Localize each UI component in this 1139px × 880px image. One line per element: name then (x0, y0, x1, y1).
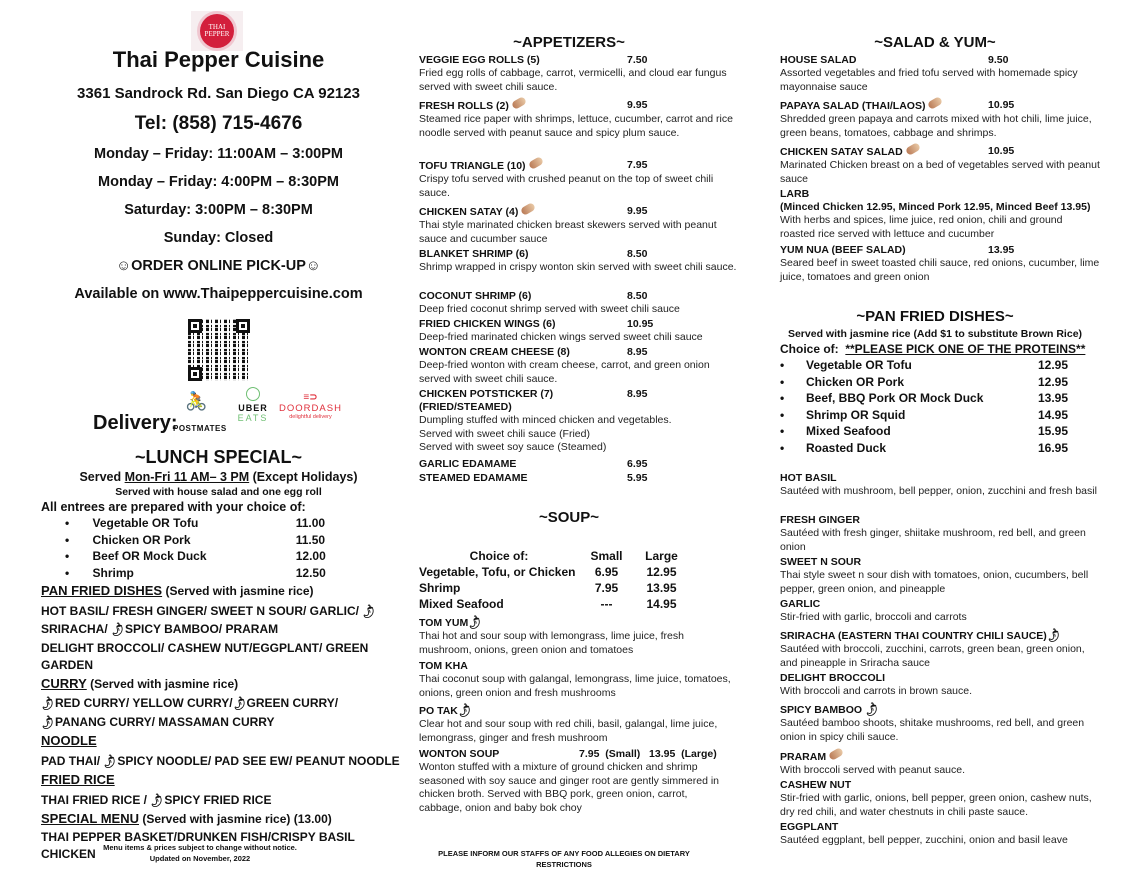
pan-fried-options: HOT BASIL/ FRESH GINGER/ SWEET N SOUR/ GARLIC/ (41, 603, 363, 618)
pan-fried-protein-list (780, 358, 1080, 457)
item-desc: Shrimp wrapped in crispy wonton skin served with sweet chili sauce. (419, 261, 737, 273)
protein-name: Chicken OR Pork (806, 374, 905, 389)
doordash-label: DOORDASH (279, 403, 342, 414)
protein-row (65, 566, 335, 583)
item-price: 5.95 (627, 472, 648, 484)
item-name: PO TAK (419, 705, 458, 717)
soup-table-row (419, 597, 719, 613)
protein-row (780, 375, 1080, 392)
postmates-logo[interactable] (173, 391, 231, 433)
item-name: FRESH ROLLS (2) (419, 100, 509, 112)
item-name: COCONUT SHRIMP (6) (419, 290, 532, 302)
noodle-line (41, 753, 401, 772)
menu-item (780, 672, 1100, 699)
item-desc: Sautéed with fresh ginger, shiitake mushroom, red bell, and green onion (780, 527, 1086, 553)
curry-line (38, 695, 401, 714)
bullet-icon: • (65, 549, 70, 563)
chili-icon: 🌶 (862, 701, 881, 719)
protein-name: Chicken OR Pork (92, 532, 191, 547)
item-desc: Sautéed with broccoli, zucchini, carrots, green bean, green onion, and pineapple in Sriracha sauce (780, 643, 1085, 669)
pan-fried-options: SRIRACHA/ (41, 622, 112, 636)
item-desc: With herbs and spices, lime juice, red onion, chili and ground roasted rice served with lettuce and cucumber (780, 214, 1063, 240)
item-name: TOM YUM (419, 617, 469, 629)
protein-name: Vegetable OR Tofu (806, 358, 912, 372)
item-price: 8.95 (627, 388, 648, 400)
noodle-heading (41, 732, 401, 751)
column-header: Choice of: (469, 549, 529, 563)
pan-fried-title: ~PAN FRIED DISHES~ (856, 308, 1014, 325)
choice-note: **PLEASE PICK ONE OF THE PROTEINS** (845, 342, 1086, 356)
lunch-served-with: Served with house salad and one egg roll (115, 486, 322, 498)
uber-label: UBER (238, 403, 268, 413)
menu-item (780, 821, 1100, 848)
peanut-icon (905, 142, 921, 156)
large-price: 12.95 (646, 565, 677, 579)
menu-item (419, 702, 739, 745)
bullet-icon: • (780, 391, 785, 405)
item-desc: Thai coconut soup with galangal, lemongrass, lime juice, tomatoes, onions, green onion and fresh mushrooms (419, 673, 731, 699)
served-prefix: Served (79, 470, 125, 484)
peanut-icon (511, 96, 527, 110)
item-name: VEGGIE EGG ROLLS (5) (419, 54, 540, 66)
salad-title: ~SALAD & YUM~ (874, 34, 996, 51)
item-desc: Deep fried coconut shrimp served with sweet chili sauce (419, 303, 680, 315)
allergy-notice (419, 848, 709, 870)
restaurant-name: Thai Pepper Cuisine (112, 47, 325, 72)
doordash-tagline: delightful delivery (289, 414, 332, 420)
qr-corner (188, 367, 202, 381)
fried-rice-options: SPICY FRIED RICE (164, 792, 272, 807)
hours-sunday: Sunday: Closed (163, 230, 274, 246)
item-price: 9.95 (627, 205, 648, 217)
item-desc: Thai style marinated chicken breast skewers served with peanut sauce and cucumber sauce (419, 219, 717, 245)
postmates-label: POSTMATES (173, 424, 227, 433)
menu-item (419, 318, 739, 345)
item-price: 8.50 (627, 248, 648, 260)
small-price: 6.95 (594, 565, 619, 579)
item-name: FRIED CHICKEN WINGS (6) (419, 318, 556, 330)
protein-name: Roasted Duck (806, 440, 887, 455)
item-name: CHICKEN SATAY (4) (419, 206, 519, 218)
protein-price: 12.95 (1038, 358, 1069, 372)
item-desc: Shredded green papaya and carrots mixed with hot chili, lime juice, green beans, tomatoes, cabbage and shrimps. (780, 113, 1092, 139)
item-price: 8.95 (627, 346, 648, 358)
address: 3361 Sandrock Rd. San Diego CA 92123 (77, 85, 360, 102)
menu-item (419, 99, 739, 140)
restaurant-logo (191, 11, 243, 51)
item-desc: Thai style sweet n sour dish with tomatoes, onion, cucumbers, bell pepper, green onion, and pineapple (780, 569, 1089, 595)
item-price: 7.95 (Small) 13.95 (Large) (579, 748, 717, 760)
lunch-served-hours (0, 470, 437, 484)
large-price: 13.95 (646, 581, 677, 595)
soup-protein: Vegetable, Tofu, or Chicken (419, 565, 576, 579)
protein-price: 13.95 (1038, 391, 1069, 405)
protein-row (780, 358, 1080, 375)
item-name: EGGPLANT (780, 821, 839, 833)
item-price: 7.50 (627, 54, 648, 66)
protein-name: Vegetable OR Tofu (92, 516, 199, 530)
item-name: WONTON SOUP (419, 748, 500, 760)
lunch-categories (38, 582, 401, 864)
doordash-logo[interactable] (273, 392, 348, 420)
item-desc: Sautéed eggplant, bell pepper, zucchini, onion and basil leave (780, 834, 1068, 846)
bullet-icon: • (780, 407, 785, 422)
lunch-protein-list (65, 516, 335, 582)
small-price: 7.95 (594, 581, 619, 595)
item-desc: With broccoli served with peanut sauce. (780, 764, 966, 776)
protein-row (780, 408, 1080, 425)
item-desc: Sautéed bamboo shoots, shitake mushrooms, red bell, and green onion in spicy chili sauce. (780, 717, 1085, 743)
item-desc: Steamed rice paper with shrimps, lettuce, cucumber, carrot and rice noodle served with peanut sauce and spicy plum sauce. (419, 113, 733, 139)
chili-icon: 🌶 (108, 621, 127, 639)
noodle-options: PAD THAI/ (41, 753, 104, 768)
menu-item (780, 54, 1100, 94)
item-price: 6.95 (627, 458, 648, 470)
item-name: LARB (780, 188, 810, 200)
website-link[interactable]: Available on www.Thaipeppercuisine.com (74, 286, 363, 302)
item-name-variant: (FRIED/STEAMED) (419, 401, 512, 413)
hours-saturday: Saturday: 3:00PM – 8:30PM (124, 202, 313, 218)
bullet-icon: • (65, 565, 70, 580)
protein-price: 15.95 (1038, 424, 1069, 438)
menu-item (419, 159, 739, 200)
doordash-icon: ≡⊃ (303, 392, 318, 403)
item-price: 9.50 (988, 54, 1009, 66)
qr-corner (236, 319, 250, 333)
item-name: STEAMED EDAMAME (419, 472, 528, 484)
pan-fried-title: PAN FRIED DISHES (41, 583, 163, 598)
menu-item (780, 145, 1100, 186)
item-desc: Stir-fried with garlic, broccoli and carrots (780, 611, 967, 623)
pan-fried-choice (780, 342, 1110, 356)
chili-icon: 🌶 (359, 602, 379, 621)
soup-protein: Shrimp (419, 581, 461, 595)
item-desc: Sautéed with mushroom, bell pepper, onion, zucchini and fresh basil (780, 485, 1097, 497)
delivery-label: Delivery: (93, 412, 178, 434)
protein-price: 11.50 (295, 532, 326, 547)
updated-date: Updated on November, 2022 (149, 854, 251, 863)
soup-table-header (419, 549, 719, 565)
item-name: CASHEW NUT (780, 779, 852, 791)
item-desc: Dumpling stuffed with minced chicken and vegetables. (419, 414, 672, 426)
item-name: GARLIC (780, 598, 821, 610)
item-desc: Fried egg rolls of cabbage, carrot, vermicelli, and cloud ear fungus served with sweet chili sauce. (419, 67, 727, 93)
protein-name: Beef, BBQ Pork OR Mock Duck (806, 391, 984, 405)
chili-icon: 🌶 (101, 752, 120, 771)
menu-item (780, 779, 1100, 819)
special-menu-heading (41, 810, 401, 829)
eats-label: EATS (237, 413, 269, 423)
bullet-icon: • (780, 358, 785, 372)
bike-courier-icon: 🚴 (185, 391, 208, 411)
curry-options: RED CURRY/ YELLOW CURRY/ (54, 696, 233, 710)
chili-icon: 🌶 (230, 695, 249, 713)
noodle-options: SPICY NOODLE/ PAD SEE EW/ PEANUT NOODLE (117, 753, 400, 768)
protein-price: 12.95 (1038, 374, 1069, 389)
chili-icon: 🌶 (38, 695, 57, 713)
pan-fried-line (41, 603, 401, 622)
item-name: BLANKET SHRIMP (6) (419, 248, 529, 260)
item-name: WONTON CREAM CHEESE (8) (419, 346, 570, 358)
item-name: SPICY BAMBOO (780, 704, 863, 716)
fried-rice-line (41, 792, 401, 811)
item-name: YUM NUA (BEEF SALAD) (780, 244, 906, 256)
item-desc: Clear hot and sour soup with red chili, basil, galangal, lime juice, lemongrass, ginger and fresh mushroom (419, 718, 718, 744)
item-desc: Stir-fried with garlic, onions, bell pepper, green onion, cashew nuts, dry red chili, and water chestnuts in chili paste sauce. (780, 792, 1092, 818)
menu-item (780, 556, 1100, 596)
item-price: 10.95 (627, 318, 654, 330)
protein-row (780, 441, 1080, 458)
item-price: 9.95 (627, 99, 648, 111)
price-disclaimer (0, 842, 400, 864)
logo-text-line1: THAI (208, 23, 226, 31)
bullet-icon: • (65, 516, 70, 530)
appetizers-title: ~APPETIZERS~ (513, 34, 625, 51)
pan-fried-line (41, 640, 401, 675)
item-desc: Marinated Chicken breast on a bed of vegetables served with peanut sauce (780, 159, 1100, 185)
chili-icon: 🌶 (465, 614, 484, 632)
menu-item (419, 660, 739, 700)
protein-price: 12.00 (295, 549, 326, 563)
order-online-banner: ☺ORDER ONLINE PICK-UP☺ (116, 258, 321, 274)
peanut-icon (520, 202, 536, 216)
chili-icon: 🌶 (147, 791, 167, 810)
small-price: --- (600, 597, 613, 611)
menu-item (419, 748, 739, 815)
fried-rice-options: THAI FRIED RICE / (41, 792, 151, 807)
item-name: GARLIC EDAMAME (419, 458, 517, 470)
bullet-icon: • (780, 424, 785, 438)
item-desc: Thai hot and sour soup with lemongrass, lime juice, fresh mushroom, onions, green onion and tomatoes (419, 630, 684, 656)
allergy-line: PLEASE INFORM OUR STAFFS OF ANY FOOD ALLEGIES ON DIETARY (438, 849, 690, 858)
item-desc: With broccoli and carrots in brown sauce. (780, 685, 972, 697)
item-desc: Seared beef in sweet toasted chili sauce, red onions, cucumber, lime juice, tomatoes and green onion (780, 257, 1100, 283)
soup-table-row (419, 565, 719, 581)
chili-icon: 🌶 (455, 702, 474, 720)
item-name: FRESH GINGER (780, 514, 860, 526)
protein-price: 16.95 (1038, 440, 1069, 455)
menu-item (780, 472, 1100, 499)
peanut-icon (927, 96, 943, 110)
hours-weekday-lunch: Monday – Friday: 11:00AM – 3:00PM (94, 146, 343, 162)
disclaimer-line: Menu items & prices subject to change without notice. (103, 843, 297, 852)
item-price: 8.50 (627, 290, 648, 302)
item-name: HOT BASIL (780, 472, 837, 484)
curry-options: GREEN CURRY/ (246, 696, 339, 710)
column-header: Large (645, 549, 678, 563)
soup-protein: Mixed Seafood (419, 597, 504, 611)
fried-rice-title: FRIED RICE (41, 772, 115, 787)
item-price: 7.95 (627, 159, 648, 171)
choice-label: Choice of: (780, 342, 846, 356)
item-name: CHICKEN POTSTICKER (7) (419, 388, 554, 400)
item-price: 13.95 (988, 244, 1015, 256)
protein-name: Mixed Seafood (806, 424, 891, 438)
qr-code-icon[interactable] (188, 319, 250, 381)
column-header: Small (590, 549, 623, 563)
item-desc: Deep-fried wonton with cream cheese, carrot, and green onion served with sweet chili sauce. (419, 359, 710, 385)
protein-row (65, 549, 335, 566)
large-price: 14.95 (646, 597, 677, 611)
item-name: PRARAM (780, 751, 827, 763)
noodle-title: NOODLE (41, 733, 97, 748)
served-suffix: (Except Holidays) (249, 470, 358, 484)
peanut-icon (828, 747, 844, 761)
chili-icon: 🌶 (38, 713, 57, 732)
bullet-icon: • (65, 532, 70, 547)
pan-fried-heading (41, 582, 401, 601)
item-desc: Deep-fried marinated chicken wings served sweet chili sauce (419, 331, 703, 343)
protein-row (780, 424, 1080, 441)
pan-fried-line (41, 621, 401, 640)
curry-line (38, 713, 401, 733)
item-desc: Crispy tofu served with crushed peanut on the top of sweet chili sauce. (419, 173, 714, 199)
lunch-special-title: ~LUNCH SPECIAL~ (134, 447, 303, 467)
soup-table-row (419, 581, 719, 597)
fork-icon (246, 387, 260, 401)
special-menu-title: SPECIAL MENU (41, 811, 139, 826)
allergy-line: RESTRICTIONS (536, 860, 592, 869)
protein-row (65, 533, 335, 550)
item-desc: Served with sweet chili sauce (Fried) (419, 427, 590, 440)
item-name: DELIGHT BROCCOLI (780, 672, 885, 684)
item-name: TOM KHA (419, 660, 468, 672)
soup-price-table (419, 549, 719, 613)
item-desc: Served with sweet soy sauce (Steamed) (419, 441, 607, 453)
chili-icon: 🌶 (1044, 627, 1063, 645)
menu-item (419, 54, 739, 94)
pan-fried-served: Served with jasmine rice (Add $1 to substitute Brown Rice) (787, 328, 1083, 340)
menu-item (419, 614, 739, 657)
protein-row (65, 516, 335, 533)
item-name: HOUSE SALAD (780, 54, 857, 66)
soup-title: ~SOUP~ (538, 509, 600, 526)
menu-item (780, 99, 1100, 140)
menu-item (419, 458, 739, 471)
protein-row (780, 391, 1080, 408)
qr-corner (188, 319, 202, 333)
menu-item (419, 346, 739, 386)
protein-price: 12.50 (295, 565, 326, 580)
menu-item (419, 248, 739, 275)
item-name: SRIRACHA (EASTERN THAI COUNTRY CHILI SAUCE) (780, 630, 1047, 642)
pan-fried-options: DELIGHT BROCCOLI/ CASHEW NUT/EGGPLANT/ GREEN GARDEN (41, 640, 369, 672)
item-name: SWEET N SOUR (780, 556, 862, 568)
protein-price: 14.95 (1038, 407, 1069, 422)
ubereats-logo[interactable] (235, 387, 271, 423)
peanut-icon (528, 156, 544, 170)
menu-item (780, 598, 1100, 625)
menu-item (780, 627, 1100, 670)
curry-options: PANANG CURRY/ MASSAMAN CURRY (54, 714, 275, 729)
curry-note: (Served with jasmine rice) (86, 676, 239, 691)
item-name: CHICKEN SATAY SALAD (780, 146, 903, 158)
item-price: 10.95 (988, 99, 1015, 111)
item-desc: Wonton stuffed with a mixture of ground chicken and shrimp seasoned with soy sauce and ginger root are gently simmered in chicken broth. Served with BBQ pork, green onion, carrot, cabbage, onion and baby bok choy (419, 761, 719, 814)
pan-fried-note: (Served with jasmine rice) (162, 584, 314, 598)
special-menu-options: THAI PEPPER BASKET/DRUNKEN FISH/CRISPY BASIL CHICKEN (41, 829, 355, 861)
logo-text-line2: PEPPER (204, 30, 230, 38)
menu-item (419, 388, 739, 455)
item-name: TOFU TRIANGLE (10) (419, 160, 526, 172)
item-price-options: (Minced Chicken 12.95, Minced Pork 12.95, Minced Beef 13.95) (780, 201, 1091, 213)
bullet-icon: • (780, 374, 785, 389)
menu-item (419, 472, 739, 485)
menu-item (780, 244, 1100, 284)
pan-fried-options: SPICY BAMBOO/ PRARAM (124, 622, 279, 636)
fried-rice-heading (41, 771, 401, 790)
protein-price: 11.00 (295, 516, 326, 530)
protein-name: Shrimp OR Squid (806, 407, 906, 422)
special-menu-note: (Served with jasmine rice) (13.00) (139, 812, 332, 826)
menu-item (780, 514, 1100, 554)
lunch-choice-text: All entrees are prepared with your choice of: (41, 500, 306, 514)
logo-badge (200, 14, 234, 48)
item-name: PAPAYA SALAD (THAI/LAOS) (780, 100, 926, 112)
menu-item (780, 750, 1100, 778)
item-price: 10.95 (988, 145, 1015, 157)
served-days: Mon-Fri 11 AM– 3 PM (124, 470, 250, 484)
menu-item (419, 205, 739, 246)
bullet-icon: • (780, 440, 785, 455)
menu-item (780, 188, 1100, 241)
phone-number: Tel: (858) 715-4676 (134, 113, 303, 134)
hours-weekday-dinner: Monday – Friday: 4:00PM – 8:30PM (98, 174, 339, 190)
protein-name: Shrimp (92, 565, 134, 580)
item-desc: Assorted vegetables and fried tofu served with homemade spicy mayonnaise sauce (780, 67, 1078, 93)
curry-heading (41, 675, 401, 694)
menu-item (419, 290, 739, 317)
protein-name: Beef OR Mock Duck (92, 549, 207, 563)
menu-item (780, 701, 1100, 744)
curry-title: CURRY (41, 675, 87, 691)
